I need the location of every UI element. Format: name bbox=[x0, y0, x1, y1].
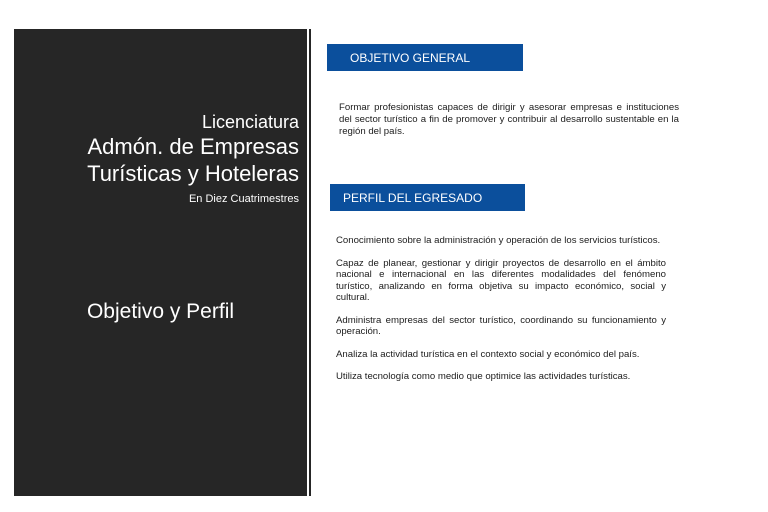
program-title-block bbox=[87, 111, 299, 207]
perfil-item: Capaz de planear, gestionar y dirigir proyectos de desarrollo en el ámbito nacional e internacional en las diferentes modalidades del fenómeno turístico, analizando en forma objetiva su impacto económico, social y cultural. bbox=[336, 257, 666, 303]
perfil-heading: PERFIL DEL EGRESADO bbox=[330, 184, 525, 211]
vertical-divider bbox=[309, 29, 311, 496]
section-title: Objetivo y Perfil bbox=[86, 300, 235, 323]
program-name-line2: Turísticas y Hoteleras bbox=[87, 161, 299, 186]
perfil-item: Conocimiento sobre la administración y operación de los servicios turísticos. bbox=[336, 235, 661, 246]
perfil-list bbox=[336, 235, 666, 394]
program-duration: En Diez Cuatrimestres bbox=[188, 193, 299, 205]
objetivo-heading: OBJETIVO GENERAL bbox=[327, 44, 523, 71]
perfil-item: Administra empresas del sector turístico, coordinando su funcionamiento y operación. bbox=[336, 314, 666, 337]
perfil-item: Utiliza tecnología como medio que optimice las actividades turísticas. bbox=[336, 371, 631, 382]
perfil-item: Analiza la actividad turística en el contexto social y económico del país. bbox=[336, 348, 640, 360]
left-panel bbox=[14, 29, 307, 496]
program-name-line1: Admón. de Empresas bbox=[87, 134, 299, 159]
program-level: Licenciatura bbox=[201, 112, 299, 132]
objetivo-text: Formar profesionistas capaces de dirigir y asesorar empresas e instituciones del sector turístico a fin de promover y contribuir al desarrollo sustentable en la región del país. bbox=[339, 102, 679, 137]
